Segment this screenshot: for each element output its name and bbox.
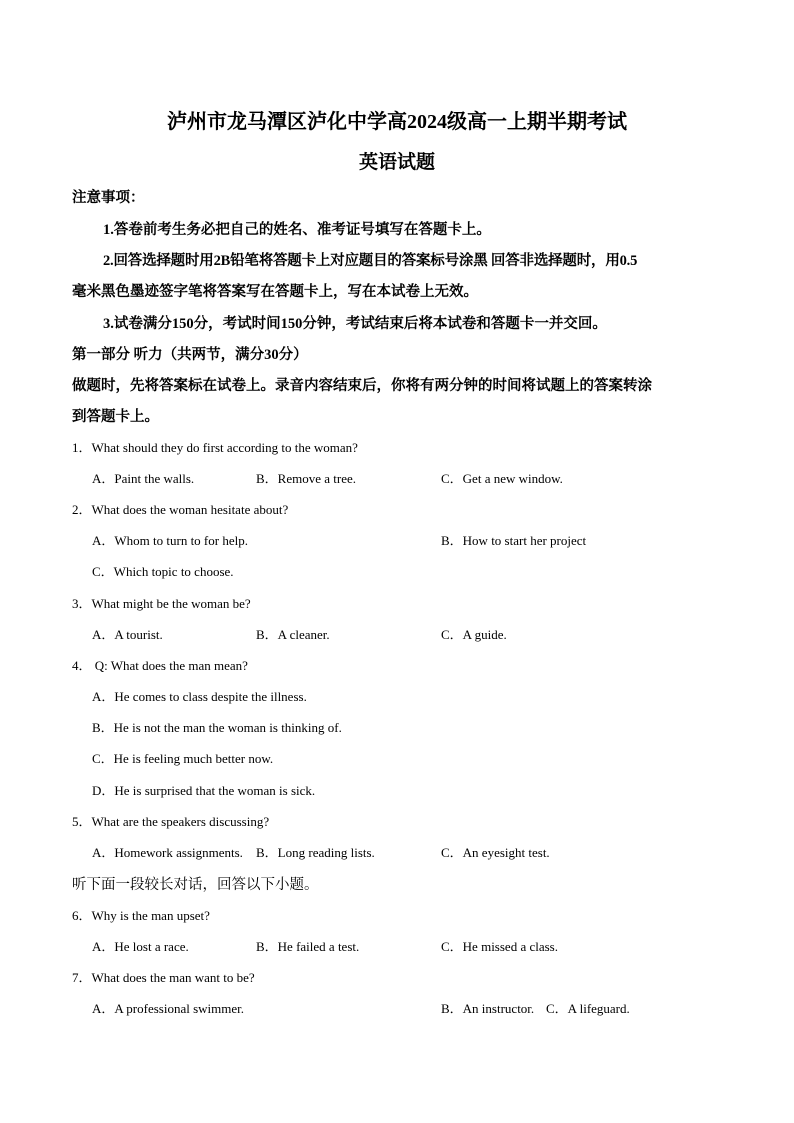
question-4-option-c: C．He is feeling much better now. (92, 751, 274, 766)
question-5-stem: 5．What are the speakers discussing? (72, 814, 270, 829)
notice-item-2-line-1: 2.回答选择题时用2B铅笔将答题卡上对应题目的答案标号涂黑 回答非选择题时，用0.5 (103, 253, 638, 269)
question-7-option-c: C．A lifeguard. (546, 1001, 630, 1016)
section-instruction-line-1: 做题时，先将答案标在试卷上。录音内容结束后，你将有两分钟的时间将试题上的答案转涂 (72, 378, 652, 394)
question-3-option-a: A．A tourist. (92, 627, 163, 642)
section-instruction-line-2: 到答题卡上。 (72, 409, 159, 425)
question-7-stem: 7．What does the man want to be? (72, 970, 255, 985)
question-5-option-c: C．An eyesight test. (441, 845, 550, 860)
question-7-option-b: B．An instructor. (441, 1001, 535, 1016)
notice-heading: 注意事项： (72, 190, 145, 206)
question-6-stem: 6．Why is the man upset? (72, 908, 210, 923)
question-3-stem: 3．What might be the woman be? (72, 596, 251, 611)
question-5-option-a: A．Homework assignments. (92, 845, 243, 860)
exam-subtitle: 英语试题 (358, 152, 435, 173)
question-5-option-b: B．Long reading lists. (256, 845, 375, 860)
question-2-option-b: B．How to start her project (441, 533, 587, 548)
exam-title: 泸州市龙马潭区泸化中学高2024级高一上期半期考试 (167, 111, 627, 133)
question-2-option-a: A．Whom to turn to for help. (92, 533, 248, 548)
question-1-option-b: B．Remove a tree. (256, 471, 356, 486)
question-7-option-a: A．A professional swimmer. (92, 1001, 245, 1016)
notice-item-3: 3.试卷满分150分，考试时间150分钟，考试结束后将本试卷和答题卡一并交回。 (103, 316, 607, 332)
question-1-stem: 1．What should they do first according to the woman? (72, 440, 358, 455)
question-1-option-c: C．Get a new window. (441, 471, 563, 486)
notice-item-2-line-2: 毫米黑色墨迹签字笔将答案写在答题卡上，写在本试卷上无效。 (72, 284, 478, 300)
question-6-option-a: A．He lost a race. (92, 939, 189, 954)
question-4-option-a: A．He comes to class despite the illness. (92, 689, 307, 704)
question-1-option-a: A．Paint the walls. (92, 471, 195, 486)
question-2-stem: 2．What does the woman hesitate about? (72, 502, 289, 517)
question-4-stem: 4． Q: What does the man mean? (72, 658, 248, 673)
question-4-option-b: B．He is not the man the woman is thinking of. (92, 720, 342, 735)
section-title: 第一部分 听力（共两节，满分30分） (72, 347, 308, 363)
question-6-option-b: B．He failed a test. (256, 939, 360, 954)
question-2-option-c: C．Which topic to choose. (92, 564, 234, 579)
notice-item-1: 1.答卷前考生务必把自己的姓名、准考证号填写在答题卡上。 (103, 222, 491, 238)
question-6-option-c: C．He missed a class. (441, 939, 558, 954)
long-dialogue-note: 听下面一段较长对话，回答以下小题。 (72, 877, 319, 893)
question-3-option-c: C．A guide. (441, 627, 507, 642)
question-3-option-b: B．A cleaner. (256, 627, 330, 642)
question-4-option-d: D．He is surprised that the woman is sick. (92, 783, 316, 798)
